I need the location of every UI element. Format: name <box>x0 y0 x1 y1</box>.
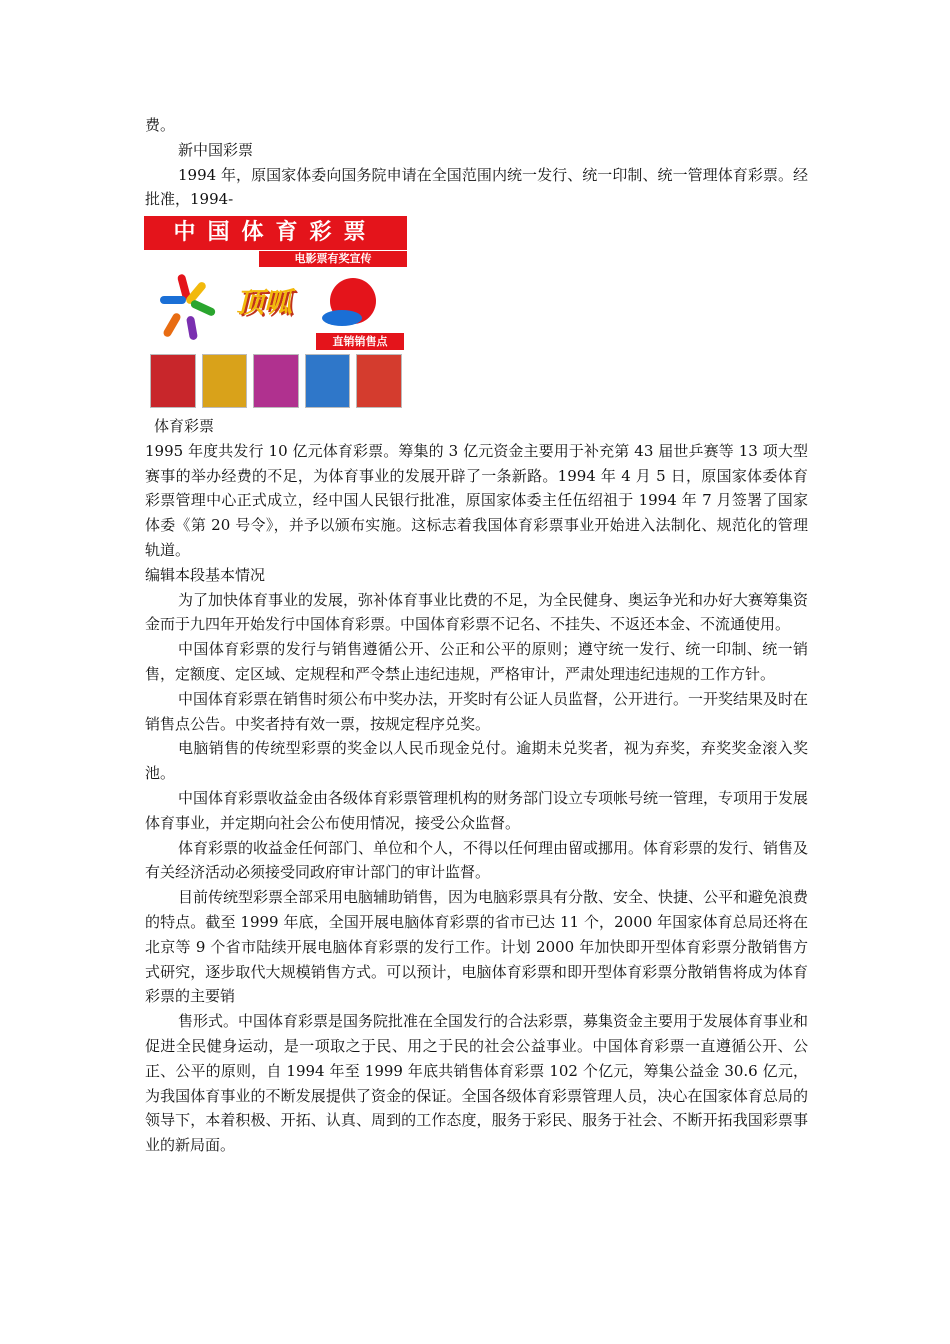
paragraph: 售形式。中国体育彩票是国务院批准在全国发行的合法彩票，募集资金主要用于发展体育事业和促进全民健身运动，是一项取之于民、用之于民的社会公益事业。中国体育彩票一直遵循公开、公正、公平的原则，自 1994 年至 1999 年底共销售体育彩票 102 个亿元，筹集公益金 30.6 亿元，为我国体育事业的不断发展提供了资金的保证。全国各级体育彩票管理人员，决心在国家体育总局的领导下，本着积极、开拓、认真、周到的工作态度，服务于彩民、服务于社会、不断开拓我国彩票事业的新局面。 <box>145 1012 809 1155</box>
section-heading: 编辑本段基本情况 <box>145 565 266 584</box>
paragraph: 为了加快体育事业的发展，弥补体育事业比费的不足，为全民健身、奥运争光和办好大赛筹集资金而于九四年开始发行中国体育彩票。中国体育彩票不记名、不挂失、不返还本金、不流通使用。 <box>145 590 809 634</box>
image-caption: 体育彩票 <box>154 417 215 435</box>
paragraph: 中国体育彩票的发行与销售遵循公开、公正和公平的原则；遵守统一发行、统一印制、统一销售，定额度、定区域、定规程和严令禁止违纪违规，严格审计，严肃处理违纪违规的工作方针。 <box>145 640 808 683</box>
paragraph: 费。 <box>145 116 176 134</box>
banner-subtitle: 电影票有奖宣传 <box>259 251 407 267</box>
paragraph: 中国体育彩票在销售时须公布中奖办法，开奖时有公证人员监督，公开进行。一开奖结果及时在销售点公告。中奖者持有效一票，按规定程序兑奖。 <box>145 689 809 733</box>
paragraph: 电脑销售的传统型彩票的奖金以人民币现金兑付。逾期未兑奖者，视为弃奖，弃奖奖金滚入奖池。 <box>145 739 808 783</box>
bottom-text-block <box>145 414 808 1158</box>
sports-lottery-banner-image <box>144 216 407 412</box>
scratch-ticket-image <box>305 354 351 408</box>
paragraph: 体育彩票的收益金任何部门、单位和个人，不得以任何理由留或挪用。体育彩票的发行、销售及有关经济活动必须接受同政府审计部门的审计监督。 <box>145 838 809 882</box>
paragraph: 1995 年度共发行 10 亿元体育彩票。筹集的 3 亿元资金主要用于补充第 43 届世乒赛等 13 项大型赛事的举办经费的不足，为体育事业的发展开辟了一条新路。1994 年 4 月 5 日，原国家体委体育彩票管理中心正式成立，经中国人民银行批准，原国家体委主任伍绍祖于 1994 年 7 月签署了国家体委《第 20 号令》，并予以颁布实施。这标志着我国体育彩票事业开始进入法制化、规范化的管理轨道。 <box>145 441 808 559</box>
paragraph: 1994 年，原国家体委向国务院申请在全国范围内统一发行、统一印制、统一管理体育彩票。经批准，1994- <box>145 165 808 209</box>
ticket-row <box>150 354 402 406</box>
scratch-ticket-image <box>150 354 196 408</box>
dingcai-logo-icon: 顶呱 <box>236 268 376 338</box>
paragraph: 新中国彩票 <box>178 140 254 159</box>
scratch-ticket-image <box>253 354 299 408</box>
paragraph: 目前传统型彩票全部采用电脑辅助销售，因为电脑彩票具有分散、安全、快捷、公平和避免浪费的特点。截至 1999 年底，全国开展电脑体育彩票的省市已达 11 个，2000 年国家体育总局还将在北京等 9 个省市陆续开展电脑体育彩票的发行工作。计划 2000 年加快即开型体育彩票分散销售方式研究，逐步取代大规模销售方式。可以预计，电脑体育彩票和即开型体育彩票分散销售将成为体育彩票的主要销 <box>145 888 809 1006</box>
banner-tag: 直销销售点 <box>316 333 404 350</box>
scratch-ticket-image <box>202 354 248 408</box>
banner-title: 中国体育彩票 <box>144 216 407 250</box>
lottery-star-logo-icon <box>158 272 220 342</box>
scratch-ticket-image <box>356 354 402 408</box>
paragraph: 中国体育彩票收益金由各级体育彩票管理机构的财务部门设立专项帐号统一管理，专项用于发展体育事业，并定期向社会公布使用情况，接受公众监督。 <box>145 788 809 832</box>
top-text-block <box>145 113 808 212</box>
